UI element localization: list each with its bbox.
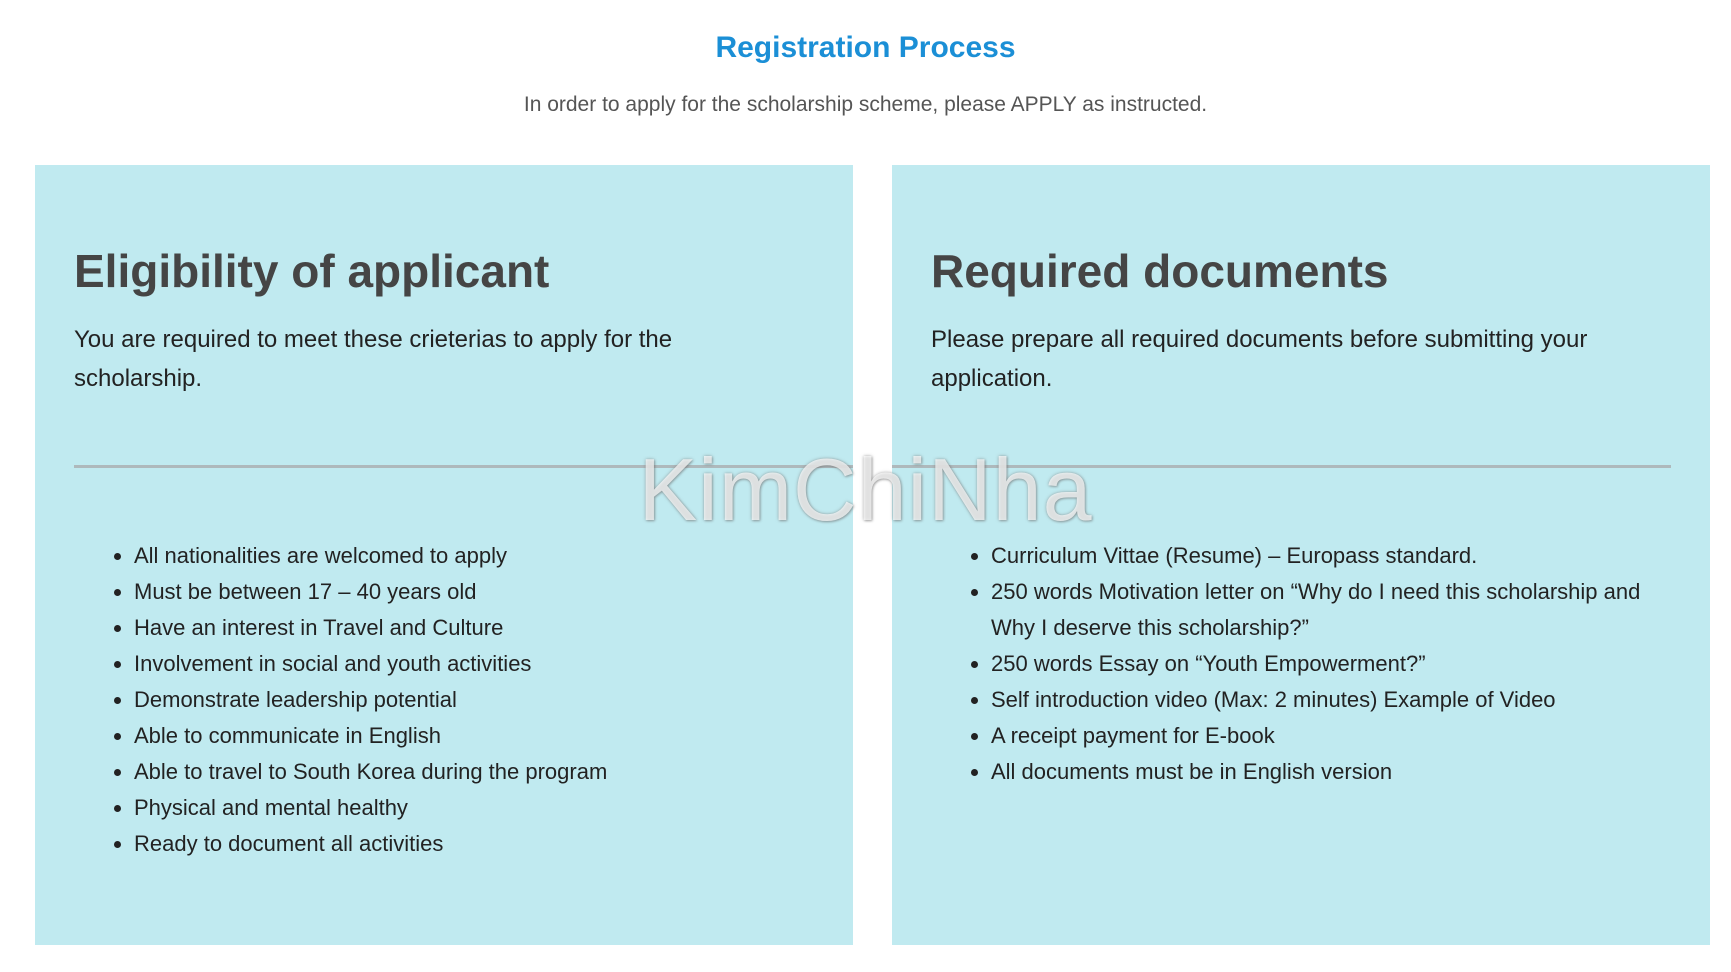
section-title: Registration Process (715, 31, 1016, 64)
documents-divider (892, 465, 1671, 468)
list-item: • Able to communicate in English (134, 718, 794, 754)
list-item: • Ready to document all activities (134, 826, 794, 862)
eligibility-divider (74, 465, 853, 468)
list-item: • Involvement in social and youth activities (134, 646, 794, 682)
list-item: • All nationalities are welcomed to apply (134, 538, 794, 574)
eligibility-heading: Eligibility of applicant (74, 245, 550, 297)
documents-card (892, 165, 1710, 945)
list-item: • Curriculum Vittae (Resume) – Europass standard. (991, 538, 1651, 574)
list-item: • Able to travel to South Korea during the program (134, 754, 794, 790)
eligibility-intro: You are required to meet these crieterias to apply for the scholarship. (74, 326, 673, 392)
list-item: • Self introduction video (Max: 2 minutes) Example of Video (991, 682, 1651, 718)
watermark: KimChiNha (638, 440, 1093, 539)
list-item: • Have an interest in Travel and Culture (134, 610, 794, 646)
list-item: • A receipt payment for E-book (991, 718, 1651, 754)
eligibility-list (74, 538, 794, 862)
list-item: • Physical and mental healthy (134, 790, 794, 826)
section-subtitle: In order to apply for the scholarship scheme, please APPLY as instructed. (523, 93, 1208, 116)
documents-intro: Please prepare all required documents before submitting your application. (931, 326, 1588, 392)
eligibility-card (35, 165, 853, 945)
list-item: • 250 words Motivation letter on “Why do I need this scholarship and Why I deserve this scholarship?” (991, 574, 1651, 646)
list-item: • Demonstrate leadership potential (134, 682, 794, 718)
documents-list (931, 538, 1651, 790)
documents-heading: Required documents (931, 245, 1389, 297)
list-item: • 250 words Essay on “Youth Empowerment?” (991, 646, 1651, 682)
list-item: • Must be between 17 – 40 years old (134, 574, 794, 610)
list-item: • All documents must be in English version (991, 754, 1651, 790)
